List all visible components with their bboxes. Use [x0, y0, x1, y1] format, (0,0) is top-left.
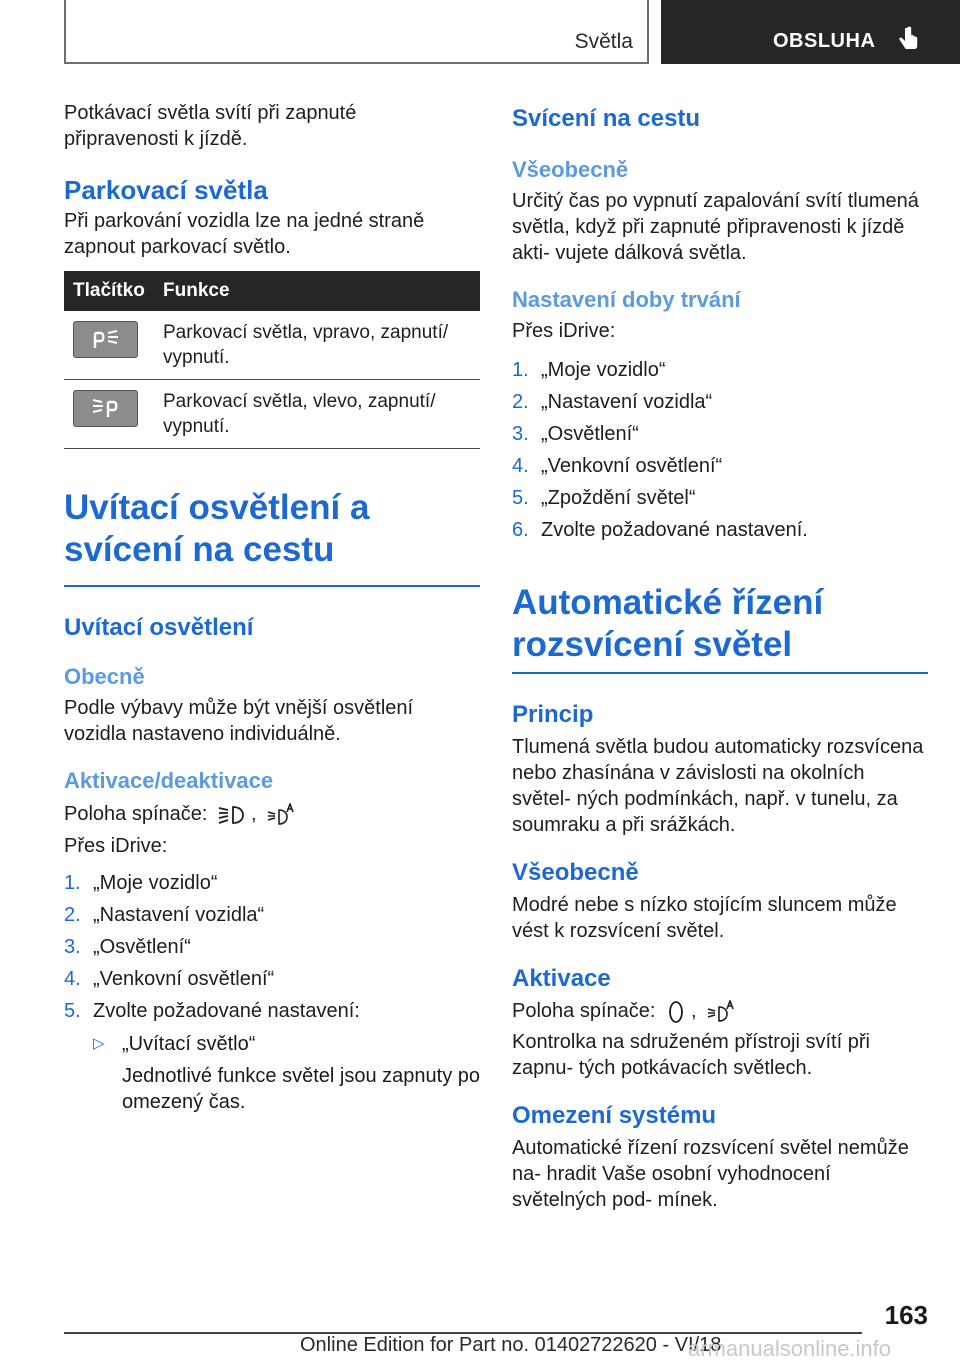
list-item [512, 418, 928, 450]
chapter-tab [64, 0, 649, 64]
step-text: Zvolte požadované nastavení. [541, 519, 808, 541]
system-limits-text: Automatické řízení rozsvícení světel nemůže na- hradit Vaše osobní vyhodnocení světelných pod- mínek. [512, 1136, 909, 1211]
step-number: 1. [512, 359, 529, 381]
step-text: „Venkovní osvětlení“ [93, 968, 275, 990]
step-number: 2. [512, 391, 529, 413]
table-cell-function: Parkovací světla, vlevo, zapnutí/ vypnutí. [163, 380, 480, 449]
list-item [512, 354, 928, 386]
substep-item [64, 1031, 480, 1057]
list-item [512, 482, 928, 514]
step-number: 5. [512, 487, 529, 509]
triangle-bullet-icon: ▷ [93, 1035, 105, 1052]
step-number: 2. [64, 904, 81, 926]
switch-position-label: Poloha spínače: [64, 803, 208, 825]
table-row [64, 380, 480, 449]
title-rule [512, 672, 928, 674]
parking-light-left-icon [73, 390, 138, 427]
duration-steps-list [512, 354, 928, 546]
parking-lights-heading: Parkovací světla [64, 175, 268, 205]
idrive-steps-list [64, 867, 480, 1027]
step-number: 5. [64, 1000, 81, 1022]
list-item [64, 899, 480, 931]
general-text: Určitý čas po vypnutí zapalování svítí tlumená světla, když při zapnuté připravenosti k jízdě akti- vujete dálková světla. [512, 190, 919, 264]
title-rule [64, 585, 480, 587]
switch-separator: , [691, 1000, 697, 1022]
duration-heading: Nastavení doby trvání [512, 287, 741, 312]
parking-lights-text: Při parkování vozidla lze na jedné straně zapnout parkovací světlo. [64, 210, 425, 258]
table-row [64, 311, 480, 380]
step-number: 1. [64, 872, 81, 894]
step-number: 3. [512, 423, 529, 445]
substep-description: Jednotlivé funkce světel jsou zapnuty po omezený čas. [122, 1065, 480, 1113]
list-item [64, 931, 480, 963]
parking-lights-table [64, 271, 480, 449]
step-text: „Moje vozidlo“ [541, 359, 666, 381]
step-text: „Nastavení vozidla“ [541, 391, 713, 413]
step-number: 4. [64, 968, 81, 990]
general-text: Podle výbavy může být vnější osvětlení vozidla nastaveno individuálně. [64, 697, 414, 745]
general-heading: Všeobecně [512, 157, 629, 182]
auto-lights-title: Automatické řízení rozsvícení světel [512, 583, 824, 664]
auto-light-icon [266, 803, 296, 827]
list-item [512, 514, 928, 546]
step-text: „Moje vozidlo“ [93, 872, 218, 894]
section-title: OBSLUHA [773, 30, 876, 52]
step-text: „Osvětlení“ [541, 423, 639, 445]
table-cell-function: Parkovací světla, vpravo, zapnutí/ vypnutí. [163, 311, 480, 380]
via-idrive-label: Přes iDrive: [64, 835, 168, 857]
edition-note: Online Edition for Part no. 01402722620 - VI/18 [300, 1334, 722, 1356]
table-cell-button [64, 311, 163, 380]
list-item [64, 867, 480, 899]
list-item [512, 450, 928, 482]
step-text: „Zpoždění světel“ [541, 487, 696, 509]
system-limits-heading: Omezení systému [512, 1101, 717, 1129]
intro-paragraph: Potkávací světla svítí při zapnuté připravenosti k jízdě. [64, 102, 357, 150]
welcome-light-subheading: Uvítací osvětlení [64, 614, 254, 641]
table-header-row [64, 271, 480, 311]
switch-position-line [64, 801, 480, 827]
page-number: 163 [884, 1300, 928, 1330]
step-number: 4. [512, 455, 529, 477]
table-header-function: Funkce [163, 271, 480, 311]
parking-light-right-icon [73, 321, 138, 358]
step-number: 3. [64, 936, 81, 958]
auto-mode-icon [665, 999, 687, 1025]
auto-light-icon [706, 1000, 736, 1024]
indicator-text: Kontrolka na sdruženém přístroji svítí při zapnu- tých potkávacích světlech. [512, 1030, 870, 1079]
switch-separator: , [251, 803, 257, 825]
step-text: Zvolte požadované nastavení: [93, 1000, 360, 1022]
watermark-text: armanualsonline.info [688, 1336, 892, 1361]
step-text: „Venkovní osvětlení“ [541, 455, 723, 477]
step-number: 6. [512, 519, 529, 541]
substep-text: „Uvítací světlo“ [122, 1033, 256, 1055]
path-light-heading: Svícení na cestu [512, 105, 701, 132]
list-item [64, 963, 480, 995]
table-header-button: Tlačítko [64, 271, 163, 311]
general-heading: Obecně [64, 664, 145, 689]
activation-heading: Aktivace [512, 965, 611, 992]
switch-position-label: Poloha spínače: [512, 1000, 656, 1022]
list-item [64, 995, 480, 1027]
principle-text: Tlumená světla budou automaticky rozsvícena nebo zhasínána v závislosti na okolních světel- ných podmínkách, např. v tunelu, za soumraku a při srážkách. [512, 736, 924, 836]
section-tab [661, 0, 960, 64]
list-item [512, 386, 928, 418]
via-idrive-label: Přes iDrive: [512, 320, 616, 342]
left-column [64, 100, 480, 1115]
general2-text: Modré nebe s nízko stojícím sluncem může vést k rozsvícení světel. [512, 894, 897, 942]
welcome-light-title: Uvítací osvětlení a svícení na cestu [64, 488, 370, 569]
right-column [512, 100, 928, 1213]
step-text: „Nastavení vozidla“ [93, 904, 265, 926]
step-text: „Osvětlení“ [93, 936, 191, 958]
table-cell-button [64, 380, 163, 449]
hand-pointer-icon [897, 26, 919, 54]
principle-heading: Princip [512, 701, 594, 728]
low-beam-auto-icon [217, 803, 247, 827]
switch-position-line [512, 998, 928, 1025]
general2-heading: Všeobecně [512, 859, 639, 886]
chapter-title: Světla [574, 30, 633, 53]
activation-heading: Aktivace/deaktivace [64, 768, 274, 793]
